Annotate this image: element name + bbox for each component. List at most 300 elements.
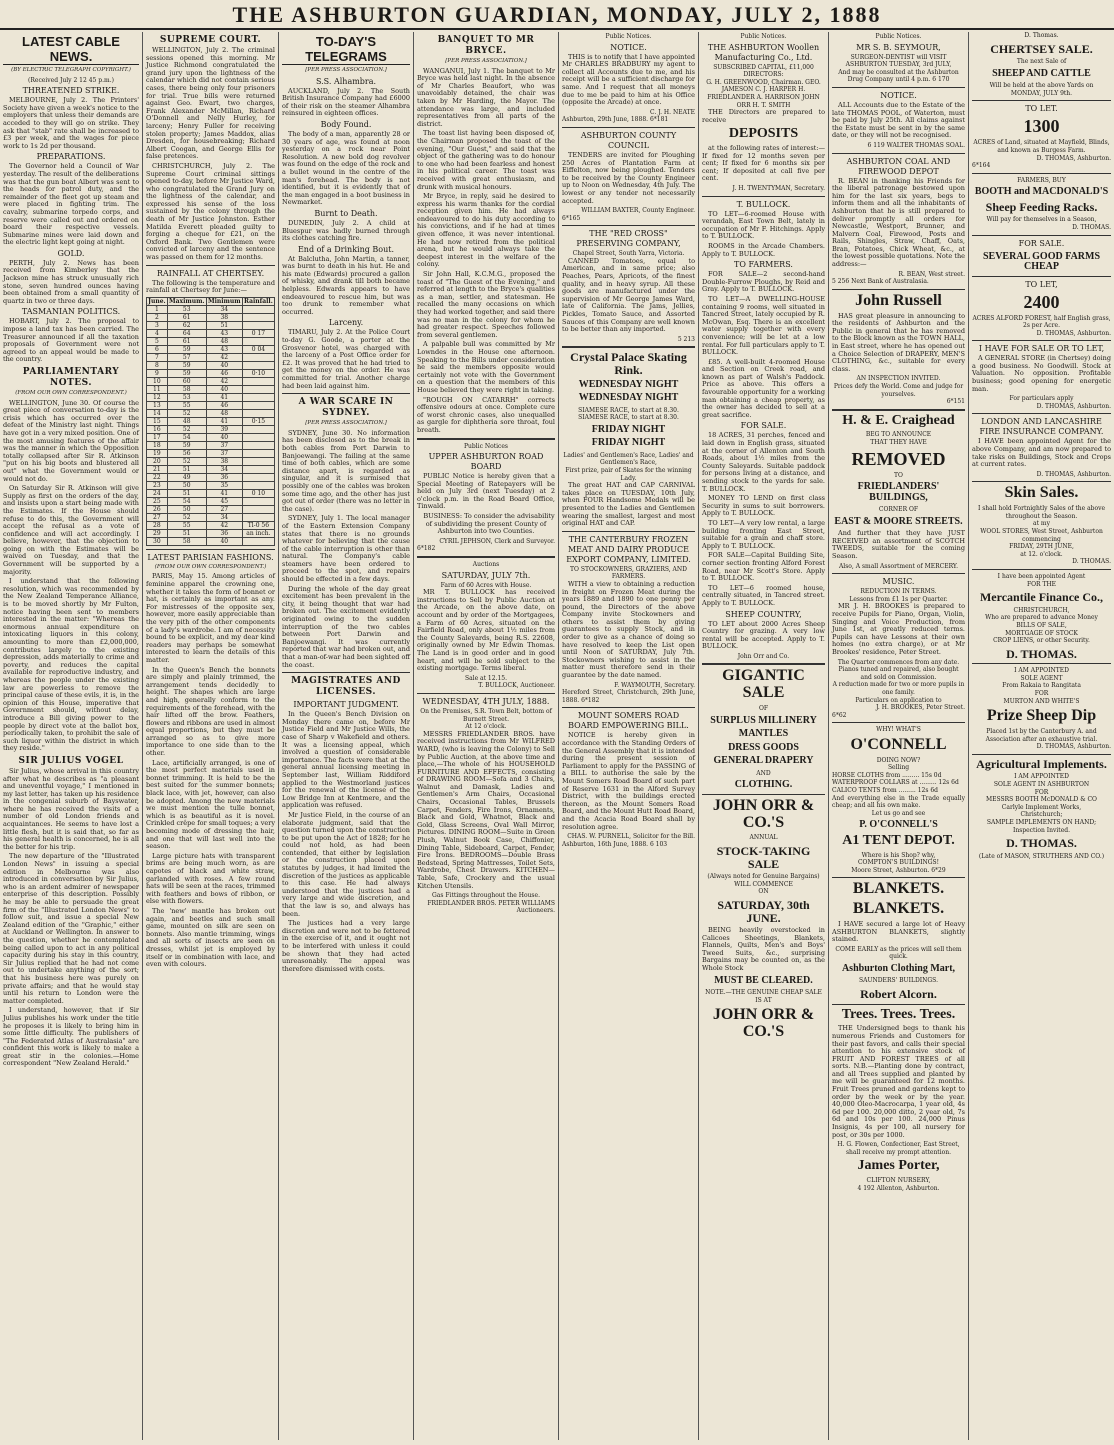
parliament-para-3: I understand that the following resolution, which was recommended by the New Zealand Temperance Alliance, is to be moved shortly by Mr Fulton, notice having been sent to members interested in the matter: "Whereas the enormous annual expenditure on intoxicating liquors in this colony, amounting to more than £2,000,000, contributes largely to the existing depression, adds materially to crime and poverty, and reduces the capital available for reproductive industry, and whereas the people under the existing law are powerless to remove the principal cause of these evils, it is, in the opinion of this House, imperative that Government should, without delay, introduce a Bill giving power to the people by direct vote at the ballot box, periodically taken, to prohibit the sale of such liquor within the district in which they reside." — [3, 577, 139, 753]
notice-body: THIS is to notify that I have appointed Mr CHARLES BRADBURY my agent to collect all Accounts due to me, and his receipt will be a sufficient discharge for same. And I request that all moneys due to me be paid to him at his Office (opposite the Arcade) at once. — [562, 52, 695, 107]
rainfall-cell: 3 — [147, 321, 168, 329]
for-sale-ad-2: MONEY TO LEND on first class Security in sums to suit borrowers. Apply to T. BULLOCK. — [702, 494, 825, 518]
rainfall-cell: 59 — [167, 369, 206, 377]
auctions-heading: Auctions — [472, 561, 500, 569]
oconnell-item-4: And everything else in the Trade equally cheap; and all his own make. — [832, 794, 965, 810]
russell-ref: 6*151 — [946, 398, 965, 406]
rainfall-cell: 52 — [167, 425, 206, 433]
magistrates-para-2: Mr Justice Field, in the course of an elaborate judgment, said that the question turned upon the construction to be put upon the Act of 1828; for he could not hold, as had been contended, that either by legislation or the construction placed upon statutes by judges, it had limited the discretion of the justices as applicable to this case. He had always understood that the justices had a very large and wide discretion, and that the law is so, and always has been. — [282, 810, 410, 918]
clifton-nursery: CLIFTON NURSERY, — [866, 1177, 931, 1185]
rink-friday-2: FRIDAY NIGHT — [591, 437, 666, 449]
mercantile-mortgage: MORTGAGE OF STOCK — [1005, 629, 1078, 637]
mercantile-crop: CROP LIENS, or other Security. — [993, 637, 1090, 645]
rainfall-cell — [242, 337, 274, 345]
table-row — [147, 313, 275, 321]
blankets-title-2: BLANKETS. — [852, 900, 945, 918]
for-sale-heading-2: FOR SALE. — [1018, 238, 1065, 248]
good-farms: SEVERAL GOOD FARMS CHEAP — [982, 250, 1101, 273]
rainfall-cell: 51 — [167, 489, 206, 497]
table-row — [147, 505, 275, 513]
saturday-30th-june: SATURDAY, 30th JUNE. — [717, 897, 810, 925]
rink-friday-1: FRIDAY NIGHT — [591, 423, 666, 435]
rainfall-cell: 6 — [147, 345, 168, 353]
john-orr-footer: JOHN ORR & CO.'S — [712, 1006, 815, 1041]
frozen-meat-address: Hereford Street, Christchurch, 29th June, 1888. 6*182 — [562, 689, 695, 704]
oconnell-item-2: WATERPROOF COLLARS at ......... 12s 6d — [832, 779, 959, 787]
skin-sales-time: at 12. o'clock. — [1020, 550, 1063, 558]
oconnell-compton: COMPTON'S BUILDINGS! — [857, 859, 940, 867]
mercantile-title: Mercantile Finance Co., — [979, 590, 1104, 605]
tasmania-article: HOBART, July 2. The proposal to impose a land tax has been carried. The Treasurer announced if all the taxation proposals of Government were not agreed to an appeal would be made to the country. — [3, 317, 139, 364]
trees-title: Trees. Trees. Trees. — [841, 1006, 956, 1022]
for-sale-heading: FOR SALE. — [740, 421, 787, 431]
table-row — [147, 417, 275, 425]
war-scare-para-1: SYDNEY, June 30. No information has been disclosed as to the break in both cables from Port Darwin to Banjoewangi. The failing at the same time of both cables, which are some distance apart, is regarded as singular, and it is surmised that possibly one of the cables was broken some time ago, and the other has just got out of order (there was no letter in the case). — [282, 428, 410, 513]
rainfall-cell: 18 — [147, 441, 168, 449]
mercantile-sign: D. THOMAS. — [1006, 646, 1077, 661]
murton-sole: SOLE AGENT — [1020, 674, 1063, 682]
parliament-heading: PARLIAMENTARY NOTES. — [22, 367, 120, 388]
farmers-ad-1: FOR SALE—2 second-hand Double-Furrow Ploughs, by Reid and Gray. Apply to T. BULLOCK. — [702, 270, 825, 294]
rainfall-cell: 30 — [147, 537, 168, 545]
rainfall-cell: 37 — [206, 449, 242, 457]
craighead-to: TO — [894, 471, 903, 479]
trees-body: THE Undersigned begs to thank his numerous Friends and Customers for their past favors, and calls their special attention to his extensive stock of FRUIT AND FOREST TREES of all sorts. N.B.—Planting done by contract, and all Trees supplied and planted by me will be guaranteed for 12 months. Fruit Trees pruned and gardens kept to order by the week or by the year. 40,000 Oleo-Macrocarpa, 1 year old, 4s 6d per 100. 20,000 ditto, 2 year old, 7s 6d and 10s per 100. 24,000 Pinus Insignis, 4s per 100, all nursery for post, or 30s per 1000. — [832, 1024, 965, 1139]
farmers-buy: FARMERS, BUY — [1017, 176, 1066, 184]
craighead-corner: CORNER OF — [878, 506, 919, 514]
drinking-article: At Balclutha, John Martin, a tanner, was burnt to death in his hut. He and his mate (Edwards) procured a gallon of whisky, and drank till both became helpless. Edwards appears to have endeavoured to rescue him, but was too drunk to remember what occurred. — [282, 254, 410, 316]
column-1 — [0, 32, 143, 1440]
rainfall-cell: 25 — [147, 497, 168, 505]
rainfall-cell: 10 — [147, 377, 168, 385]
column-2 — [143, 32, 279, 1440]
rainfall-cell: 24 — [147, 489, 168, 497]
war-scare-para-3: During the whole of the day great excitement has been prevalent in the city, it being thought that war had broken out. The excitement evidently originated owing to the sudden interruption of the two cables between Port Darwin and Banjoewangi. It was currently reported that war had broken out, and that a man-of-war had been sighted off the coast. — [282, 584, 410, 669]
table-row — [147, 457, 275, 465]
vogel-para-2: The new departure of the "Illustrated London News" in issuing a special edition in Melbourne was also introduced in conversation by Sir Julius, who is an ardent admirer of newspaper enterprise of this description. Possibly he may be able to persuade the great firm of the "Illustrated London News" to follow suit, and issue a special New Zealand edition of the "Graphic," either at Auckland or Wellington. In answer to the question, whether he contemplated being called upon to act in any political capacity during his stay in this country, Sir Julius replied that he had not come out to undertake anything of the sort; that his business here was purely on private affairs; and that he would stay until his return to London were the matter completed. — [3, 852, 139, 1005]
thomas-top: D. Thomas. — [1024, 32, 1059, 39]
music-reduction: REDUCTION IN TERMS. — [860, 588, 937, 596]
woollen-body: THE Directors are prepared to receive — [702, 108, 825, 124]
rainfall-cell: 36 — [206, 529, 242, 537]
banquet-para-3: Mr Bryce, in reply, said he desired to express his warm thanks for the cordial reception given him. He had always endeavoured to do his duty according to his convictions, and if he had at times given offence, it was never intentional. He had now retired from the political arena, but he would always take the deepest interest in the welfare of the colony. — [417, 192, 555, 269]
woollen-heading: THE ASHBURTON Woollen Manufacturing Co., Ltd. — [707, 42, 820, 62]
coal-depot-ref: 5 256 Next Bank of Australasia. — [832, 278, 929, 286]
rainfall-cell: 34 — [206, 513, 242, 521]
strike-article: MELBOURNE, July 2. The Printers' Society have given a week's notice to the employers that unless their demands are acceded to they will go on strike. They ask that "stab" rate shall be increased to £3 per week, and the wages for piece work to 1s 2d per thousand. — [3, 96, 139, 150]
farmers-ad-2: TO LET—A DWELLING-HOUSE containing 9 rooms, well situated in Tancred Street, lately occupied by R. McOwan, Esq. There is an excellent water supply together with every convenience; will be let at a low rental. For full particulars apply to T. BULLOCK. — [702, 294, 825, 357]
agri-sole: SOLE AGENT IN ASHBURTON — [993, 781, 1090, 789]
rainfall-cell: 51 — [206, 321, 242, 329]
table-row — [147, 361, 275, 369]
rainfall-cell: 7 — [147, 353, 168, 361]
oconnell-title: O'CONNELL — [850, 735, 947, 753]
rainfall-cell: 29 — [147, 529, 168, 537]
banquet-para-4: Sir John Hall, K.C.M.G., proposed the toast of "The Guest of the Evening," and referred at length to the Bryce's qualities as a man, settler, and statesman. He recalled the many occasions on which they had worked together, and said there was no man in the colony for whom he had greater respect. Speeches followed from several gentlemen. — [417, 270, 555, 339]
rainfall-cell — [242, 361, 274, 369]
clothing: CLOTHING. — [734, 779, 793, 791]
dress-goods: DRESS GOODS — [728, 741, 799, 753]
rainfall-cell: 17 — [147, 433, 168, 441]
auction-2-sign: FRIEDLANDER BROS. PETER WILLIAMS Auctioneers. — [427, 899, 555, 915]
rainfall-cell: 38 — [206, 457, 242, 465]
table-row — [147, 481, 275, 489]
council-sign: WILLIAM BAXTER, County Engineer. — [581, 207, 695, 215]
mount-somers-date: Ashburton, 16th June, 1888. 6 103 — [562, 840, 668, 848]
agricultural-implements: Agricultural Implements. — [976, 756, 1107, 771]
rainfall-header-3: Rainfall. — [244, 297, 273, 305]
mercantile-bills: BILLS OF SALE, — [1016, 621, 1067, 629]
booth-macdonald: BOOTH and MACDONALD'S — [974, 186, 1109, 198]
fashion-heading: LATEST PARISIAN FASHIONS. — [147, 552, 274, 562]
agri-late: (Late of MASON, STRUTHERS AND CO.) — [978, 852, 1105, 860]
rainfall-cell: 0·15 — [242, 417, 274, 425]
music-sign: J. H. BROOKES, Peter Street. — [875, 704, 965, 712]
rainfall-cell: 13 — [147, 401, 168, 409]
craighead-streets: EAST & MOORE STREETS. — [834, 515, 963, 527]
rainfall-cell: 22 — [147, 473, 168, 481]
acres-1300-ref: 6*164 — [972, 162, 991, 170]
london-lancashire-body: I HAVE been appointed Agent for the above Company, and am now prepared to take risks on Buildings, Stock and Crops at current rates. — [972, 437, 1111, 469]
war-scare-sub: [PER PRESS ASSOCIATION.] — [305, 420, 387, 427]
rainfall-cell: 0·10 — [242, 369, 274, 377]
oconnell-where: Where is his Shop? why, — [861, 851, 936, 859]
coal-depot-heading: ASHBURTON COAL AND FIREWOOD DEPOT — [846, 156, 951, 176]
column-8 — [969, 32, 1114, 1440]
red-cross-address: Chapel Street, South Yarra, Victoria. — [572, 250, 685, 258]
rainfall-cell: 58 — [167, 537, 206, 545]
skin-sales-sign: D. THOMAS. — [1072, 558, 1111, 566]
rainfall-cell: 5 — [147, 337, 168, 345]
rainfall-cell: 48 — [167, 417, 206, 425]
music-heading: MUSIC. — [882, 577, 915, 587]
rainfall-cell: 55 — [167, 401, 206, 409]
music-lessons: Lessons from £1 1s per Quarter. — [849, 595, 948, 603]
agri-booth: MESSRS BOOTH McDONALD & CO — [986, 796, 1097, 804]
rainfall-cell — [242, 457, 274, 465]
oconnell-letgo: Let us go and see — [871, 809, 926, 817]
rainfall-cell: 54 — [167, 497, 206, 505]
rainfall-cell: Tl-0 56 — [242, 521, 274, 529]
seymour-consult: And may be consulted at the Ashburton Drug Company until 4 p.m. 6 170 — [838, 68, 959, 84]
rainfall-cell: 57 — [167, 353, 206, 361]
rainfall-table — [146, 297, 275, 546]
craighead-mercery: Also, A small Assortment of MERCERY. — [838, 562, 959, 570]
skin-sales-date: FRIDAY, 29TH JUNE, — [1009, 543, 1074, 551]
rainfall-cell: 21 — [147, 465, 168, 473]
bullock-let-2: ROOMS in the Arcade Chambers. Apply to T. BULLOCK. — [702, 241, 825, 258]
prize-sheep-dip: Prize Sheep Dip — [986, 707, 1097, 725]
rink-carnival: The great HAT and CAP CARNIVAL takes place on TUESDAY, 10th July, when FOUR Handsome Medals will be presented to the Ladies and Gentlemen wearing the smallest, largest and most original HAT and CAP. — [562, 481, 695, 528]
table-row — [147, 425, 275, 433]
rainfall-cell: 40 — [206, 537, 242, 545]
general-store-apply: For particulars apply — [1009, 395, 1074, 403]
masthead — [0, 0, 1114, 30]
rainfall-cell: 64 — [167, 329, 206, 337]
london-lancashire-heading: LONDON AND LANCASHIRE FIRE INSURANCE COMPANY. — [979, 417, 1104, 437]
agri-sign: D. THOMAS. — [1006, 836, 1077, 851]
london-lancashire-sign: D. THOMAS, Ashburton. — [1036, 470, 1111, 478]
table-row — [147, 441, 275, 449]
auction-2-date: WEDNESDAY, 4TH JULY, 1888. — [422, 696, 550, 706]
parliament-para-1: WELLINGTON, June 30. Of course the great pièce of conversation to-day is the crisis which has occurred over the defeat of the Ministry last night. Things have got in a very mixed position. One of the most amusing features of the affair was the manner in which the Opposition totally collapsed after Sir R. Atkinson "put on his big boots and blustered all out" what the Government would or would not do. — [3, 398, 139, 483]
auction-1-date: SATURDAY, JULY 7th. — [441, 570, 531, 580]
john-orr-title: JOHN ORR & CO.'S — [712, 796, 815, 831]
mount-somers-sign: CHAS. W. PURNELL, Solicitor for the Bill. — [567, 833, 695, 841]
genuine-cheap-sale: NOTE.—THE GENUINE CHEAP SALE IS AT — [705, 989, 822, 1004]
auction-1-auctioneer: T. BULLOCK, Auctioneer. — [478, 682, 555, 690]
columns — [0, 32, 1114, 1442]
prize-sign: D. THOMAS, Ashburton. — [1036, 743, 1111, 751]
rainfall-cell — [242, 321, 274, 329]
rainfall-cell — [242, 401, 274, 409]
table-row — [147, 305, 275, 313]
rainfall-cell: 19 — [147, 449, 168, 457]
rainfall-cell: 42 — [206, 521, 242, 529]
rainfall-cell: 59 — [167, 345, 206, 353]
rink-siamese-1: SIAMESE RACE, to start at 8.30. — [578, 406, 679, 414]
agri-appointed: I AM APPOINTED — [1014, 773, 1069, 781]
rainfall-cell: 11 — [147, 385, 168, 393]
frozen-meat-heading: THE CANTERBURY FROZEN MEAT AND DAIRY PRODUCE EXPORT COMPANY, LIMITED. — [566, 534, 691, 564]
fashion-para-2: In the Queen's Bench the bonnets are simply and plainly trimmed, the arrangement tends decidedly to height. The shapes which are large and high, generally conform to the requirements of the forehead, with the hair lifted off the brow. Feathers, flowers and ribbons are used in almost equal proportions, but they must be arranged so as to give more importance to one side than to the other. — [146, 665, 275, 758]
notice-sign: C. J. H. NEATE — [649, 108, 695, 116]
genuine-bargains: (Always noted for Genuine Bargains) — [707, 873, 820, 881]
banquet-heading: BANQUET TO MR BRYCE. — [437, 35, 535, 56]
rainfall-cell — [242, 393, 274, 401]
auction-1-title: Farm of 60 Acres with House. — [440, 581, 532, 589]
robert-alcorn: Robert Alcorn. — [860, 987, 937, 1002]
must-be-cleared: MUST BE CLEARED. — [714, 974, 813, 986]
rainfall-cell: 43 — [206, 345, 242, 353]
cable-news-sub: (BY ELECTRIC TELEGRAPH COPYRIGHT.) — [11, 67, 131, 73]
rainfall-cell — [242, 465, 274, 473]
auction-2-time: At 12 o'clock. — [465, 723, 507, 731]
to-let-heading-2: TO LET, — [1025, 279, 1058, 289]
sheep-country-heading: SHEEP COUNTRY, — [725, 609, 802, 619]
council-body: TENDERS are invited for Ploughing 250 Acres of Plantation Farm at Eiffelton, now being ploughed. Tenders to be received by the County Engineer up to Noon on Wednesday, 4th July. The lowest or any tender not necessarily accepted. — [562, 150, 695, 205]
rainfall-cell — [242, 481, 274, 489]
mount-somers-body: NOTICE is hereby given in accordance with the Standing Orders of the General Assembly that it is intended during the present session of Parliament to apply for the PASSING of a BILL to authorise the sale by the Mount Somers Road Board of such part of Reserve 1631 in the Alford Survey District, with the buildings erected thereon, as the Mount Somers Road Board, and the Mount Hutt Road Board, and the Acacia Road Board shall by resolution agree. — [562, 731, 695, 831]
rainfall-cell: 43 — [206, 329, 242, 337]
rainfall-cell: 34 — [206, 305, 242, 313]
woollen-capital: SUBSCRIBED CAPITAL, £11,000 — [713, 63, 814, 71]
oconnell-name: P. O'CONNELL'S — [859, 819, 938, 831]
rainfall-cell: 0 17 — [242, 329, 274, 337]
rainfall-cell: 23 — [147, 481, 168, 489]
war-scare-para-2: SYDNEY, July 1. The local manager of the Eastern Extension Company states that there is no grounds whatever for believing that the cause of the cable interruption is other than natural. The Company's cable steamers have been ordered to proceed to the spot, and repairs should be effected in a few days. — [282, 514, 410, 584]
fashion-para-5: The 'new' mantle has broken out again, and beetles and such small game, mounted on silk are seen on bonnets. Also mantle trimming, wings and all sorts of insects are seen on dresses, whilst jet is employed by itself or in combination with lace, and even with colours. — [146, 906, 275, 969]
rainfall-cell: 16 — [147, 425, 168, 433]
rainfall-cell: 52 — [167, 409, 206, 417]
rainfall-cell: 60 — [167, 377, 206, 385]
deposits-sign: J. H. TWENTYMAN, Secretary. — [732, 185, 825, 192]
commence-on: ON — [758, 888, 769, 896]
mount-somers-heading: MOUNT SOMERS ROAD BOARD EMPOWERING BILL. — [568, 711, 689, 731]
rainfall-cell: 50 — [167, 505, 206, 513]
oconnell-item-3: CALICO TENTS from ......... 12s 6d — [832, 787, 938, 795]
rainfall-cell — [242, 505, 274, 513]
auction-1-body: MR T. BULLOCK has received instructions to Sell by Public Auction at the Arcade, on the above date, on account and by order of the Mortgagees, a Farm of 60 Acres, situated on the Fairfield Road, only about 1½ miles from the County Saleyards, being R.S. 22608, originally owned by Mr Edwin Thomas. The Land is in good order and in good heart, and will be sold subject to the existing mortgage. Terms liberal. — [417, 588, 555, 673]
banquet-para-1: WANGANUI, July 1. The banquet to Mr Bryce was held last night. In the absence of Mr Charles Beaufort, who was unavoidably detained, the chair was taken by Mr Harding, the Mayor. The attendance was large, and included representatives from all parts of the district. — [417, 66, 555, 128]
rainfall-cell: 14 — [147, 409, 168, 417]
rainfall-cell — [242, 449, 274, 457]
farmers-heading: TO FARMERS. — [734, 260, 793, 270]
russell-inspection: AN INSPECTION INVITED. — [856, 375, 941, 383]
rainfall-cell: 46 — [206, 401, 242, 409]
rainfall-cell: 8 — [147, 361, 168, 369]
acres-1300-desc: ACRES of Land, situated at Mayfield, Blinds, and known as Burgess Farm. — [973, 139, 1110, 154]
gold-article: PERTH, July 2. News has been received from Kimberley that the Jackson mine has struck unusually rich stone, seven hundred ounces having been obtained from a small quantity of quartz in two or three days. — [3, 258, 139, 305]
murton-appointed: I AM APPOINTED — [1014, 667, 1069, 675]
table-row — [147, 521, 275, 529]
rainfall-cell: 58 — [167, 385, 206, 393]
court-para-2: CHRISTCHURCH, July 2. The Supreme Court criminal sittings opened to-day, before Mr Justice Ward, who congratulated the Grand Jury on the lightness of the calendar, and expressed his sense of the loss sustained by the colony through the death of Mr Justice Johnston. Esther Matilda Everett pleaded guilty to forging a cheque for £21, on the Oxford Bank. Two Gentlemen were convicted of larceny and the sentence was passed on them for 12 months. — [146, 161, 275, 262]
rainfall-heading: RAINFALL AT CHERTSEY. — [156, 268, 265, 278]
orr-label: John Orr and Co. — [737, 652, 790, 660]
larceny-heading: Larceny. — [328, 318, 364, 328]
column-7 — [829, 32, 969, 1440]
table-row — [147, 473, 275, 481]
council-heading: ASHBURTON COUNTY COUNCIL — [580, 130, 677, 150]
rainfall-cell: an inch. — [242, 529, 274, 537]
supreme-court-heading: SUPREME COURT. — [159, 35, 262, 45]
rainfall-cell: 27 — [147, 513, 168, 521]
burnt-article: DUNEDIN, July 2. A child at Bluespur was badly burned through its clothes catching fire. — [282, 218, 410, 243]
oconnell-selling: Selling — [887, 764, 910, 772]
road-board-business: BUSINESS: To consider the advisability of subdividing the present County of Ashburton into two Counties. — [423, 512, 555, 536]
magistrates-heading: MAGISTRATES AND LICENSES. — [291, 676, 401, 698]
parliament-sub: (FROM OUR OWN CORRESPONDENT.) — [15, 390, 127, 396]
frozen-meat-sign: F. WAYMOUTH, Secretary. — [614, 681, 695, 689]
rainfall-cell — [242, 313, 274, 321]
music-pianos: Pianos tuned and repaired, also bought and sold on Commission. — [838, 666, 959, 681]
sheep-country-body: TO LET about 2000 Acres Sheep Country for grazing. A very low rental will be accepted. Apply to T. BULLOCK. — [702, 619, 825, 651]
table-row — [147, 537, 275, 545]
surplus-millinery: SURPLUS MILLINERY — [710, 714, 817, 726]
blankets-title-1: BLANKETS. — [852, 880, 945, 898]
rainfall-cell: 46 — [206, 369, 242, 377]
table-row — [147, 329, 275, 337]
woollen-directors: G. H. GREENWOOD, Chairman. GEO. JAMESON C. J. HARPER H. FRIEDLANDER A. HARRISON JOHN ORR H. T. SMITH — [706, 78, 821, 109]
skin-sales-body: I shall hold Fortnightly Sales of the above throughout the Season. — [977, 505, 1106, 520]
table-row — [147, 465, 275, 473]
oconnell-moore: Moore Street, Ashburton. 6*29 — [851, 866, 946, 874]
rainfall-cell: 61 — [167, 337, 206, 345]
rainfall-cell: 45 — [206, 497, 242, 505]
rainfall-cell: 53 — [167, 393, 206, 401]
rainfall-cell: 41 — [206, 417, 242, 425]
burnt-heading: Burnt to Death. — [314, 208, 378, 218]
table-row — [147, 489, 275, 497]
clothing-mart: Ashburton Clothing Mart, — [841, 962, 956, 974]
rainfall-cell: 38 — [206, 313, 242, 321]
rainfall-cell: 36 — [206, 473, 242, 481]
music-quarter: The Quarter commences from any date. — [837, 658, 960, 666]
rainfall-cell: 42 — [206, 377, 242, 385]
for-sale-ad-4: FOR SALE—Capital Building Site, corner section fronting Alford Forest Road, near Mr Scott's Store. Apply to T. BULLOCK. — [702, 551, 825, 583]
telegrams-sub: [PER PRESS ASSOCIATION.] — [305, 67, 387, 73]
acres-2400: 2400 — [1023, 291, 1060, 312]
rainfall-cell: 4 — [147, 329, 168, 337]
acres-2400-sign: D. THOMAS, Ashburton. — [1036, 329, 1111, 337]
skin-sales-store: WOOL STORES, West Street, Ashburton — [980, 527, 1103, 535]
table-row — [147, 321, 275, 329]
rainfall-cell: 28 — [147, 521, 168, 529]
preparations-article: The Governor held a Council of War yesterday. The result of the deliberations was that the gun boat Albert was sent to the heads for patrol duty, and the remainder of the fleet got up steam and were placed in fighting trim. The cavalry, submarine torpedo corps, and reserve were called out and ordered on board their respective vessels. Submarine mines were laid down and the electric light kept going at night. — [3, 162, 139, 247]
body-found-heading: Body Found. — [320, 119, 372, 129]
whats-label: WHY! WHAT'S — [876, 726, 921, 734]
deposits-body: at the following rates of interest:— If fixed for 12 months seven per cent; If fixed for 6 months six per cent; If deposited at call five per cent. — [702, 144, 825, 183]
banquet-sub: [PER PRESS ASSOCIATION.] — [445, 58, 527, 64]
bullock-heading: T. BULLOCK. — [736, 199, 791, 209]
estate-notice-sign: 6 119 WALTER THOMAS SOAL. — [867, 141, 965, 149]
rainfall-cell: 15 — [147, 417, 168, 425]
rainfall-cell: 26 — [147, 505, 168, 513]
red-cross-heading: THE "RED CROSS" PRESERVING COMPANY, — [576, 229, 681, 249]
rainfall-cell: 27 — [206, 505, 242, 513]
gigantic-of: OF — [758, 705, 769, 713]
general-store-heading: I HAVE FOR SALE OR TO LET, — [978, 344, 1105, 354]
vogel-para-1: Sir Julius, whose arrival in this country after what he describes as "a pleasant and uneventful voyage," I mentioned in my last letter, has taken up his residence in the congenial suburb of Bayswater, where he has received the visits of a number of old London friends and acquaintances. He seems to have lost a little flesh, but it is said that, so far as his general health is concerned, he is all the better for his trip. — [3, 766, 139, 851]
vogel-para-3: I understand, however, that if Sir Julius publishes his work under the title he proposes it is likely to bring him in some little difficulty. The publishers of "The Federated Atlas of Australasia" are confident this work is likely to make a great stir in the colonies.—Home correspondent "New Zealand Herald." — [3, 1006, 139, 1068]
rainfall-intro: The following is the temperature and rainfall at Chertsey for June:— — [146, 278, 275, 295]
public-notices-label-3: Public Notices. — [875, 33, 922, 40]
chertsey-next: The next Sale of — [1016, 58, 1067, 66]
rainfall-cell: 35 — [206, 481, 242, 489]
russell-prices: Prices defy the World. Come and judge for yourselves. — [833, 382, 964, 398]
rainfall-cell: 41 — [206, 489, 242, 497]
john-russell-title: John Russell — [855, 291, 942, 309]
table-row — [147, 513, 275, 521]
chertsey-date: MONDAY, JULY 9th. — [1010, 89, 1073, 97]
rainfall-cell: 51 — [167, 465, 206, 473]
rainfall-cell — [242, 513, 274, 521]
craighead-friedlanders: FRIEDLANDERS' BUILDINGS, — [857, 481, 940, 503]
deposits-title: DEPOSITS — [728, 126, 799, 142]
craighead-that: THAT THEY HAVE — [870, 439, 927, 447]
table-row — [147, 433, 275, 441]
oconnell-doing: DOING NOW? — [876, 756, 921, 764]
james-porter: James Porter, — [857, 1158, 940, 1174]
gigantic-sale: GIGANTIC SALE — [722, 667, 805, 702]
farmers-ad-3: £85. A well-built 4-roomed House and Section on Creek road, and known as part of Walsh's Paddock. Price as above. This offers a favourable opportunity for a working man obtaining a cheap property, as the owner has decided to sell at a great sacrifice. — [702, 357, 825, 419]
frozen-meat-body: WITH a view to obtaining a reduction in freight on Frozen Meat during the years 1889 and 1890 to one penny per pound, the Directors of the above Company invite Stockowners and others to assist them by giving guarantees to supply Stock, and in order to give as a chance of doing so have resolved to keep the List open until Noon of SATURDAY, July 7th. Stockowners wishing to assist in the matter must therefore send in their guarantee by the date named. — [562, 579, 695, 680]
murton-for: FOR — [1034, 690, 1049, 698]
rainfall-cell: 34 — [206, 465, 242, 473]
skin-sales-title: Skin Sales. — [1004, 484, 1079, 502]
music-reduce: A reduction made for two or more pupils in one family. — [832, 681, 965, 696]
murton-from: From Rakaia to Rangitata — [1002, 682, 1081, 690]
rink-siamese-2: SIAMESE RACE, to start at 8.30. — [578, 414, 679, 422]
blankets-body: I HAVE secured a large lot of Heavy ASHBURTON BLANKETS, slightly stained. — [832, 919, 965, 944]
road-board-ref: 6*182 — [417, 545, 436, 553]
fashion-para-1: PARIS, May 15. Among articles of feminine apparel the crowning one, whether it takes the form of bonnet or hat, is certainly as important as any. For mistresses of the opposite sex, however, more easily appreciable than the very pith of the other components of a lady's wardrobe. I am of necessity bound to be explicit, and my dear kind readers may perhaps be somewhat interested to learn the details of this matter. — [146, 572, 275, 664]
to-let-heading: TO LET. — [1025, 104, 1058, 114]
auction-2-body: MESSRS FRIEDLANDER BROS. have received instructions from Mr WILFRED WARD, (who is leaving the Colony) to Sell by Public Auction, at the above time and place,—The whole of his HOUSEHOLD FURNITURE AND EFFECTS, consisting of DRAWING ROOM—Sofa and 3 Chairs, Walnut and Damask, Ladies and Gentlemen's Arm Chairs, Occasional Chairs, Occasional Tables, Brussels Carpet, Fenders, Fire Irons, Ornaments, Black and Gold, Whatnot, Black and Gold, Glass Screens, Oval Wall Mirror, Pictures. DINING ROOM—Suite in Green Plush, Walnut Book Case, Chiffonier, Dining Table, Sideboard, Carpet, Fender, Fire Irons. BEDROOMS—Double Brass Bedstead, Spring Mattresses, Toilet Sets, Wardrobe, Chest Drawers. KITCHEN—Table, Safe, Crockery and the usual Kitchen Utensils. — [417, 729, 555, 890]
rink-races: Ladies' and Gentlemen's Race, Ladies' and Gentlemen's Race, — [563, 451, 694, 467]
fashion-para-3: Lace, artificially arranged, is one of the most perfect materials used in bonnet trimming. It is held to be the best suited for the summer bonnets; black lace, with jet, however, can also be adopted. Among the new materials we must mention the tulle bonnet, which is as beautiful as it is novel. Crinkled crêpe for small toques; a very becoming mode of dressing the hair, and one that will last well into the season. — [146, 758, 275, 851]
acres-1300-sign: D. THOMAS, Ashburton. — [1036, 154, 1111, 162]
rainfall-cell: 12 — [147, 393, 168, 401]
table-row — [147, 409, 275, 417]
rainfall-cell — [242, 473, 274, 481]
table-row — [147, 393, 275, 401]
rainfall-cell — [242, 353, 274, 361]
road-board-heading: UPPER ASHBURTON ROAD BOARD — [428, 452, 544, 472]
estate-notice-heading: NOTICE. — [880, 90, 917, 100]
chertsey-sale-title: CHERTSEY SALE. — [990, 41, 1093, 56]
